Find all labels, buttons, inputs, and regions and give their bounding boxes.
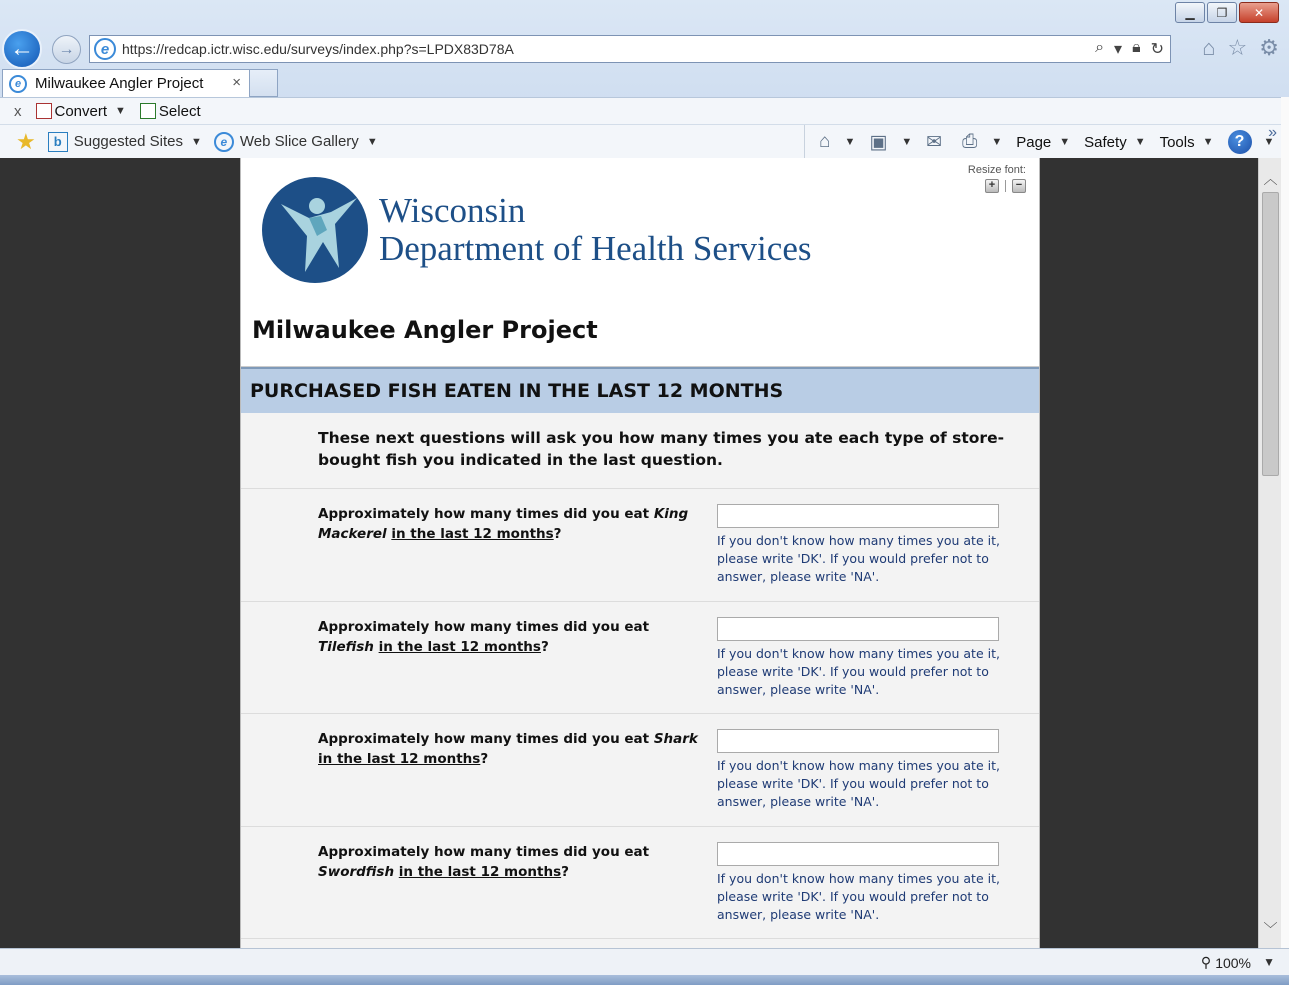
scroll-up-icon[interactable]: ︿ [1263, 171, 1278, 187]
address-bar[interactable] [89, 35, 1171, 63]
convert-button[interactable] [36, 103, 126, 120]
taskbar [0, 975, 1289, 985]
safety-menu-label: Safety [1084, 133, 1127, 151]
favorites-star-icon[interactable]: ☆ [1227, 35, 1248, 60]
favorites-bar [0, 124, 1289, 158]
times-eaten-input[interactable] [717, 842, 999, 866]
search-icon[interactable]: ⌕ [1095, 39, 1105, 56]
times-eaten-input[interactable] [717, 617, 999, 641]
forward-button[interactable] [52, 35, 81, 64]
arrow-right-icon: → [58, 40, 75, 58]
question-label [318, 842, 698, 882]
question-label [318, 504, 698, 544]
lock-icon[interactable]: 🔒︎ [1132, 39, 1141, 56]
ie-page-icon: e [94, 38, 116, 60]
tab-title: Milwaukee Angler Project [35, 75, 204, 92]
question-prefix: Approximately how many times did you eat [318, 506, 654, 522]
page-menu[interactable] [1016, 134, 1070, 151]
minimize-button[interactable]: ▁ [1175, 2, 1205, 23]
window-right-edge [1281, 97, 1289, 948]
refresh-icon[interactable]: ↻ [1150, 41, 1164, 58]
tab-strip [0, 69, 1289, 97]
browser-chrome [0, 0, 1289, 158]
fish-name: King Mackerel [318, 506, 689, 542]
convert-label: Convert [54, 102, 108, 120]
ie-page-icon: e [9, 75, 27, 93]
vertical-scrollbar[interactable] [1258, 158, 1281, 948]
answer-note: If you don't know how many times you ate it, please write 'DK'. If you would prefer not to answer, please write 'NA'. [717, 645, 1000, 697]
question-timeframe: in the last 12 months [398, 863, 562, 880]
question-row [241, 602, 1039, 715]
address-url[interactable]: https://redcap.ictr.wisc.edu/surveys/index.php?s=LPDX83D78A [122, 41, 514, 57]
back-button[interactable] [2, 29, 42, 69]
times-eaten-input[interactable] [717, 504, 999, 528]
question-end: ? [540, 638, 549, 655]
scrollbar-thumb[interactable] [1262, 192, 1279, 476]
question-row [241, 489, 1039, 602]
command-bar-right [804, 125, 1288, 159]
scroll-down-icon[interactable]: ﹀ [1263, 921, 1278, 937]
printer-icon: ⎙ [962, 131, 978, 152]
dhs-logo-emblem [261, 176, 369, 284]
toolbar-overflow-chevron[interactable]: » [1268, 124, 1277, 141]
section-header: PURCHASED FISH EATEN IN THE LAST 12 MONTHS [241, 367, 1039, 413]
dhs-logo [261, 176, 811, 284]
question-end: ? [561, 863, 569, 880]
close-toolbar-icon[interactable]: x [14, 102, 22, 120]
fish-name: Swordfish [318, 863, 395, 880]
rss-icon: ▣ [869, 131, 888, 153]
print-menu[interactable] [962, 131, 1002, 153]
ie-page-icon: e [214, 132, 234, 152]
gear-icon[interactable]: ⚙ [1259, 35, 1279, 60]
question-prefix: Approximately how many times did you eat [318, 731, 654, 747]
survey-page [240, 158, 1040, 948]
chevron-down-icon: ▼ [1263, 136, 1275, 148]
restore-button[interactable]: ❐ [1207, 2, 1237, 23]
question-end: ? [553, 526, 562, 542]
logo-line-1: Wisconsin [379, 191, 526, 230]
favorites-add-icon[interactable]: ★ [16, 128, 36, 154]
chevron-down-icon: ▼ [991, 136, 1003, 148]
question-row [241, 827, 1039, 940]
question-list [241, 489, 1039, 939]
feeds-menu[interactable] [869, 131, 912, 154]
window-controls [1175, 2, 1279, 23]
answer-note: If you don't know how many times you ate it, please write 'DK'. If you would prefer not to answer, please write 'NA'. [717, 870, 1000, 922]
close-window-button[interactable]: ✕ [1239, 2, 1279, 23]
tools-menu[interactable] [1160, 134, 1214, 151]
help-icon: ? [1228, 130, 1252, 154]
font-decrease-button[interactable]: − [1012, 179, 1026, 193]
close-tab-icon[interactable]: × [232, 74, 241, 91]
browser-toolbar-icons [1202, 35, 1279, 61]
status-bar [0, 948, 1289, 975]
bing-icon: b [48, 132, 68, 152]
question-prefix: Approximately how many times did you eat [318, 843, 650, 860]
section-intro: These next questions will ask you how many times you ate each type of store-bought fish you indicated in the last question. [241, 413, 1039, 489]
question-timeframe: in the last 12 months [318, 751, 481, 767]
question-prefix: Approximately how many times did you eat [318, 618, 650, 635]
question-timeframe: in the last 12 months [378, 638, 541, 655]
font-increase-button[interactable]: + [985, 179, 999, 193]
chevron-down-icon: ▼ [844, 136, 856, 148]
home-icon[interactable]: ⌂ [1202, 35, 1216, 60]
mail-icon: ✉ [926, 131, 943, 153]
web-slice-gallery-label: Web Slice Gallery [239, 133, 359, 150]
arrow-left-icon: ← [10, 35, 34, 62]
tools-menu-label: Tools [1159, 133, 1195, 151]
dropdown-icon[interactable]: ▾ [1114, 41, 1123, 58]
zoom-icon: ⚲ [1200, 954, 1212, 970]
suggested-sites-link[interactable] [48, 132, 202, 152]
chevron-down-icon: ▼ [366, 135, 378, 148]
chevron-down-icon: ▼ [1059, 136, 1071, 148]
times-eaten-input[interactable] [717, 729, 999, 753]
new-tab-button[interactable] [250, 69, 278, 97]
fish-name: Shark [653, 731, 698, 747]
zoom-level: 100% [1215, 954, 1251, 971]
dhs-logo-text [379, 192, 811, 268]
question-end: ? [480, 751, 489, 767]
select-button[interactable] [140, 103, 201, 120]
survey-header [241, 158, 1039, 367]
home-menu[interactable] [819, 131, 855, 153]
logo-line-2: Department of Health Services [379, 229, 812, 268]
resize-font-control [968, 164, 1026, 193]
divider [1005, 180, 1006, 192]
fish-name: Tilefish [318, 638, 374, 655]
resize-font-label: Resize font: [967, 164, 1026, 176]
chevron-down-icon[interactable]: ▼ [115, 105, 126, 117]
pdf-icon [36, 103, 52, 119]
tab-milwaukee-angler-project[interactable] [2, 69, 250, 97]
chevron-down-icon[interactable]: ▼ [1263, 955, 1275, 969]
read-mail-button[interactable] [926, 131, 948, 154]
question-timeframe: in the last 12 months [391, 526, 554, 542]
chevron-down-icon: ▼ [190, 135, 202, 148]
question-label [318, 729, 698, 769]
answer-note: If you don't know how many times you ate it, please write 'DK'. If you would prefer not to answer, please write 'NA'. [717, 533, 1000, 584]
page-viewport [0, 158, 1258, 948]
command-bar [0, 97, 1289, 124]
home-icon: ⌂ [819, 131, 831, 152]
address-tools [1095, 39, 1164, 59]
safety-menu[interactable] [1084, 134, 1145, 151]
zoom-control[interactable] [1201, 954, 1251, 971]
project-title: Milwaukee Angler Project [252, 316, 598, 344]
select-label: Select [158, 102, 201, 120]
question-row [241, 714, 1039, 827]
select-icon [140, 103, 156, 119]
question-label [318, 617, 698, 657]
suggested-sites-label: Suggested Sites [73, 133, 183, 150]
chevron-down-icon: ▼ [1202, 136, 1214, 148]
page-menu-label: Page [1016, 133, 1052, 151]
chevron-down-icon: ▼ [901, 136, 913, 148]
chevron-down-icon: ▼ [1134, 136, 1146, 148]
answer-note: If you don't know how many times you ate it, please write 'DK'. If you would prefer not to answer, please write 'NA'. [717, 758, 1000, 809]
web-slice-gallery-link[interactable] [214, 132, 378, 152]
